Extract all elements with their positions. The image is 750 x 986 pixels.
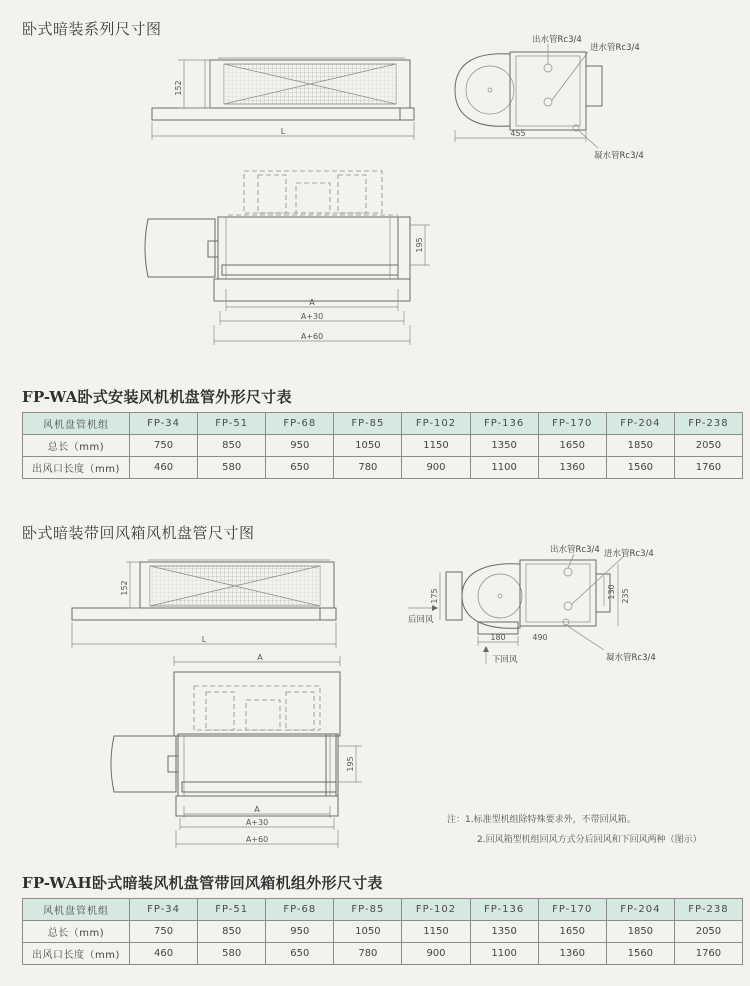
callout-outlet-pipe: 出水管Rc3/4 [550,545,600,555]
table2-model-cell: FP-34 [130,899,198,921]
table1-row-label: 出风口长度（mm) [23,457,130,479]
table1-model-cell: FP-136 [470,413,538,435]
table2-model-cell: FP-204 [606,899,674,921]
table2-cell: 750 [130,921,198,943]
table1-cell: 1360 [538,457,606,479]
table1-model-cell: FP-68 [266,413,334,435]
table2-model-cell: FP-136 [470,899,538,921]
table2-cell: 1150 [402,921,470,943]
table2-cell: 650 [266,943,334,965]
table1-cell: 750 [130,435,198,457]
dim-152: 152 [174,80,183,96]
table2-model-cell: FP-238 [674,899,742,921]
table1-cell: 1560 [606,457,674,479]
dim-A30: A+30 [300,312,324,321]
note-line-1: 注：1.标准型机组除特殊要求外，不带回风箱。 [447,815,636,825]
table2-cell: 900 [402,943,470,965]
table1-cell: 1760 [674,457,742,479]
table2-row-outlet-length [23,943,743,965]
note-line-2: 2.回风箱型机组回风方式分后回风和下回风两种（图示） [477,835,702,845]
dim-490: 490 [532,633,548,642]
dim-195: 195 [415,237,424,253]
table2-cell: 1560 [606,943,674,965]
section1-heading: 卧式暗装系列尺寸图 [22,20,162,38]
table1-model-cell: FP-85 [334,413,402,435]
table2-cell: 1760 [674,943,742,965]
table2-model-cell: FP-51 [198,899,266,921]
table1-header-label: 风机盘管机组 [23,413,130,435]
notes [447,810,702,850]
dim-L: L [280,127,286,136]
table2-cell: 850 [198,921,266,943]
table1-cell: 1050 [334,435,402,457]
table1-title: FP-WA卧式安装风机机盘管外形尺寸表 [22,388,292,406]
table2-cell: 2050 [674,921,742,943]
table1-cell: 780 [334,457,402,479]
table2-model-cell: FP-85 [334,899,402,921]
label-rear-return: 后回风 [408,615,434,625]
dim-A: A [254,805,260,814]
table1-cell: 950 [266,435,334,457]
table2-row-label: 出风口长度（mm) [23,943,130,965]
table1-row-outlet-length [23,457,743,479]
table1-cell: 1150 [402,435,470,457]
table2-row-label: 总长（mm) [23,921,130,943]
table2-header-row [23,899,743,921]
dim-A60: A+60 [300,332,324,341]
table1-cell: 460 [130,457,198,479]
table1-cell: 1100 [470,457,538,479]
table2-row-total-length [23,921,743,943]
table1-model-cell: FP-51 [198,413,266,435]
table1-cell: 850 [198,435,266,457]
table2-cell: 1850 [606,921,674,943]
table2-cell: 460 [130,943,198,965]
table2-model-cell: FP-170 [538,899,606,921]
dim-195: 195 [346,756,355,772]
table2-model-cell: FP-102 [402,899,470,921]
table1-model-cell: FP-204 [606,413,674,435]
table1-model-cell: FP-34 [130,413,198,435]
table1-cell: 580 [198,457,266,479]
callout-inlet-pipe: 进水管Rc3/4 [590,43,640,53]
table1-row-label: 总长（mm) [23,435,130,457]
table1-cell: 1650 [538,435,606,457]
dim-A: A [309,298,315,307]
table1-cell: 2050 [674,435,742,457]
table2-model-cell: FP-68 [266,899,334,921]
label-bottom-return: 下回风 [492,655,518,665]
dim-180: 180 [490,633,506,642]
table1-cell: 1350 [470,435,538,457]
table1-model-cell: FP-102 [402,413,470,435]
table2-header-label: 风机盘管机组 [23,899,130,921]
table2-dimensions [22,898,743,965]
callout-inlet-pipe: 进水管Rc3/4 [604,549,654,559]
section2-heading: 卧式暗装带回风箱风机盘管尺寸图 [22,524,255,542]
table1-header-row [23,413,743,435]
end-elevation-return-box-drawing [0,540,750,670]
table2-cell: 1050 [334,921,402,943]
table2-cell: 580 [198,943,266,965]
plan-view-drawing [0,165,750,350]
table2-title: FP-WAH卧式暗装风机盘管带回风箱机组外形尺寸表 [22,874,383,892]
table2-cell: 1350 [470,921,538,943]
table1-model-cell: FP-238 [674,413,742,435]
dim-A60: A+60 [245,835,269,844]
table1-dimensions [22,412,743,479]
callout-drain-pipe: 凝水管Rc3/4 [606,653,656,663]
table2-cell: 1650 [538,921,606,943]
dim-130: 130 [607,584,616,600]
dim-235: 235 [621,588,630,604]
callout-outlet-pipe: 出水管Rc3/4 [532,35,582,45]
dim-152: 152 [120,580,129,596]
callout-drain-pipe: 凝水管Rc3/4 [594,151,644,161]
table2-cell: 780 [334,943,402,965]
dim-A-top: A [257,653,263,662]
table1-cell: 1850 [606,435,674,457]
table1-model-cell: FP-170 [538,413,606,435]
end-elevation-drawing [0,30,750,160]
dim-A30: A+30 [245,818,269,827]
table2-cell: 1100 [470,943,538,965]
table2-cell: 950 [266,921,334,943]
dim-175: 175 [430,588,439,604]
dim-455: 455 [510,129,526,138]
table1-cell: 650 [266,457,334,479]
table2-cell: 1360 [538,943,606,965]
table1-cell: 900 [402,457,470,479]
dim-L: L [201,635,207,644]
table1-row-total-length [23,435,743,457]
